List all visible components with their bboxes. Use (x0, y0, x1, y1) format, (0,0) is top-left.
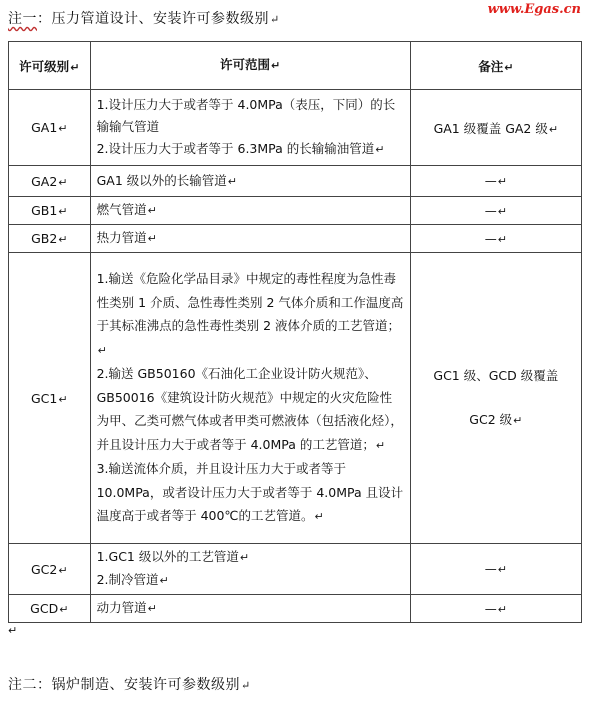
table-row-gc2 (9, 544, 582, 595)
scope-line: 1.输送《危险化学品目录》中规定的毒性程度为急性毒性类别 1 介质、急性毒性类别 2 气体介质和工作温度高于其标准沸点的急性毒性类别 2 液体介质的工艺管道；↵ (96, 271, 404, 357)
note-line: GC2 级↵ (469, 411, 523, 427)
note-1-text: ：压力管道设计、安装许可参数级别 (37, 11, 269, 27)
cell-note: —↵ (410, 225, 581, 253)
cell-level: GB2↵ (9, 225, 91, 253)
scope-line: 2.制冷管道↵ (96, 572, 169, 587)
cell-level: GC1↵ (9, 253, 91, 544)
scope-line: 1.设计压力大于或者等于 4.0MPa（表压，下同）的长输输气管道 (96, 97, 396, 134)
table-row-ga2 (9, 166, 582, 197)
table-header-row (9, 42, 582, 90)
cell-scope (90, 544, 410, 595)
scope-line: 1.GC1 级以外的工艺管道↵ (96, 549, 250, 564)
table-row-ga1 (9, 90, 582, 166)
note-1-heading: 注一：压力管道设计、安装许可参数级别↵ (8, 11, 280, 27)
cell-scope (90, 90, 410, 166)
cell-note: —↵ (410, 197, 581, 225)
table-row-gb2 (9, 225, 582, 253)
cell-note: GA1 级覆盖 GA2 级↵ (410, 90, 581, 166)
table-row-gc1 (9, 253, 582, 544)
cell-note: —↵ (410, 544, 581, 595)
note-2-heading: 注二：锅炉制造、安装许可参数级别↵ (8, 677, 251, 693)
table-row-gb1 (9, 197, 582, 225)
table-row-gcd (9, 595, 582, 623)
cell-level: GC2↵ (9, 544, 91, 595)
header-level: 许可级别↵ (9, 42, 91, 90)
cell-level: GB1↵ (9, 197, 91, 225)
header-scope: 许可范围↵ (90, 42, 410, 90)
cell-note: —↵ (410, 595, 581, 623)
note-line: GC1 级、GCD 级覆盖 (433, 367, 559, 383)
note-1-prefix: 注一 (8, 11, 37, 27)
paragraph-mark-icon: ↵ (8, 624, 18, 637)
cell-scope (90, 253, 410, 544)
cell-scope: 热力管道↵ (90, 225, 410, 253)
header-note: 备注↵ (410, 42, 581, 90)
cell-note (410, 253, 581, 544)
cell-scope: 燃气管道↵ (90, 197, 410, 225)
cell-note: —↵ (410, 166, 581, 197)
cell-level: GCD↵ (9, 595, 91, 623)
scope-line: 2.设计压力大于或者等于 6.3MPa 的长输输油管道↵ (96, 141, 385, 156)
watermark: www.Egas.cn (487, 2, 581, 17)
cell-level: GA1↵ (9, 90, 91, 166)
scope-line: 2.输送 GB50160《石油化工企业设计防火规范》、GB50016《建筑设计防火规范》中规定的火灾危险性为甲、乙类可燃气体或者甲类可燃液体（包括液化烃），并且设计压力大于或者等于 4.0MPa 的工艺管道；↵ (96, 366, 403, 452)
scope-line: 3.输送流体介质，并且设计压力大于或者等于 10.0MPa，或者设计压力大于或者等于 4.0MPa 且设计温度高于或者等于 400℃的工艺管道。↵ (96, 461, 404, 524)
cell-scope: 动力管道↵ (90, 595, 410, 623)
permit-level-table (8, 41, 582, 623)
cell-scope: GA1 级以外的长输管道↵ (90, 166, 410, 197)
cell-level: GA2↵ (9, 166, 91, 197)
